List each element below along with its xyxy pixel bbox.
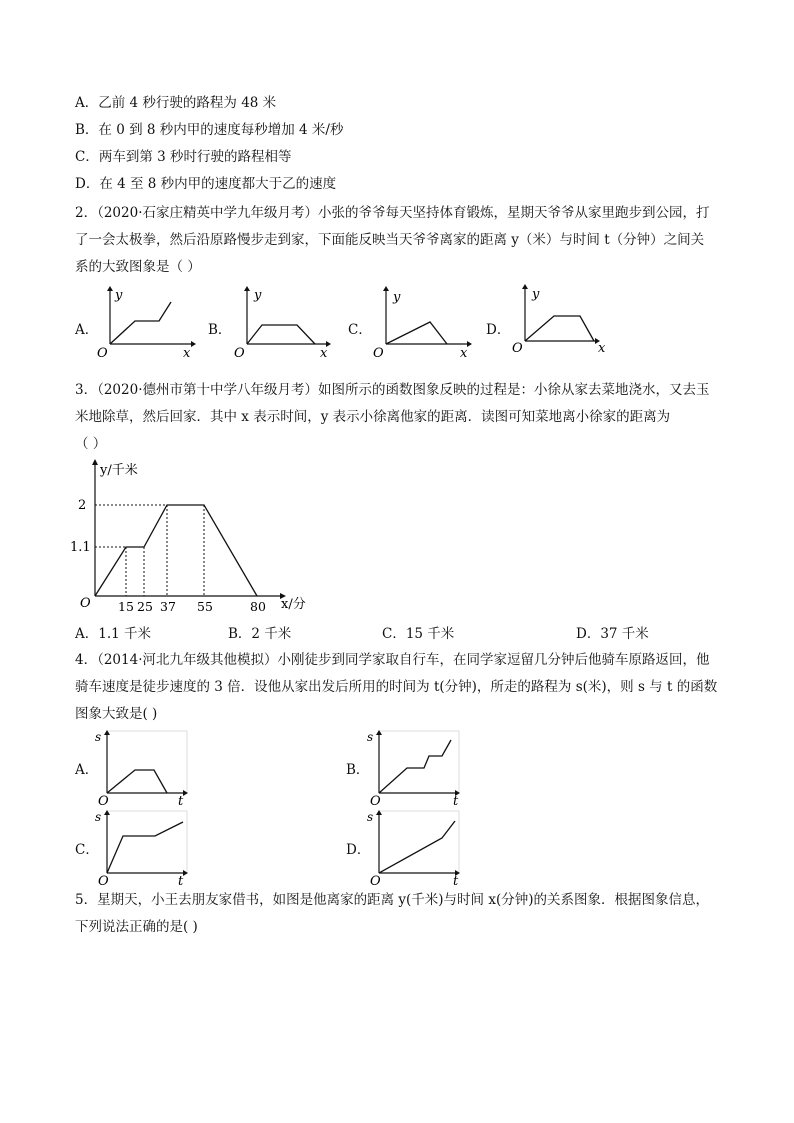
q3-stem-line-3: （ ）	[75, 436, 107, 452]
q3-graph	[70, 458, 330, 618]
q4d-x-label: t	[453, 874, 459, 889]
q2c-x-label: x	[460, 346, 468, 361]
q4a-origin-label: O	[98, 794, 109, 809]
q1-option-d: D．在 4 至 8 秒内甲的速度都大于乙的速度	[75, 176, 337, 192]
q4a-x-label: t	[178, 794, 184, 809]
q3-y-axis-label: y/千米	[100, 463, 138, 478]
q5-stem-line-2: 下列说法正确的是( )	[75, 919, 198, 935]
q5-stem-line-1: 5．星期天，小王去朋友家借书，如图是他离家的距离 y(千米)与时间 x(分钟)的关系图象．根据图象信息，	[75, 892, 709, 908]
q4-stem-line-3: 图象大致是( )	[75, 706, 158, 722]
q3-option-b: B．2 千米	[228, 626, 292, 642]
q2-option-d-label: D．	[486, 322, 511, 338]
q3-y-tick-2: 2	[78, 498, 87, 513]
q4-stem-line-1: 4．（2014·河北九年级其他模拟）小刚徒步到同学家取自行车，在同学家逗留几分钟后他骑车原路返回，他	[75, 652, 710, 668]
q4a-y-label: s	[95, 730, 102, 744]
q2d-y-label: y	[532, 287, 540, 302]
q4-graph-d	[367, 806, 467, 889]
q2b-origin-label: O	[234, 346, 245, 361]
q2-option-a-label: A．	[75, 322, 99, 338]
q4-option-a-label: A．	[75, 762, 99, 778]
q4-graph-b	[367, 726, 467, 809]
q4b-origin-label: O	[370, 794, 381, 809]
q3-stem-line-1: 3．（2020·德州市第十中学八年级月考）如图所示的函数图象反映的过程是：小徐从家去菜地浇水，又去玉	[75, 382, 710, 398]
q4d-y-label: s	[367, 810, 374, 824]
q2-graph-d	[510, 282, 620, 362]
q2-stem-line-2: 了一会太极拳，然后沿原路慢步走到家，下面能反映当天爷爷离家的距离 y（米）与时间 t（分钟）之间关	[75, 232, 705, 248]
q4-stem-line-2: 骑车速度是徒步速度的 3 倍．设他从家出发后所用的时间为 t(分钟)，所走的路程为 s(米)，则 s 与 t 的函数	[75, 679, 718, 695]
q4c-x-label: t	[178, 874, 184, 889]
q3-origin-label: O	[80, 596, 91, 611]
q2d-origin-label: O	[512, 341, 523, 356]
q3-option-d: D．37 千米	[576, 626, 649, 642]
q4c-origin-label: O	[98, 874, 109, 889]
q2a-x-label: x	[183, 346, 191, 361]
q2d-x-label: x	[598, 341, 606, 356]
q4c-y-label: s	[95, 810, 102, 824]
q4b-y-label: s	[367, 730, 374, 744]
q2a-origin-label: O	[97, 346, 108, 361]
q2-graph-b	[232, 285, 332, 360]
q2-option-c-label: C．	[348, 322, 372, 338]
q4-graph-a	[95, 726, 195, 809]
q2-option-b-label: B．	[208, 322, 232, 338]
q3-y-tick-1-1: 1.1	[70, 540, 91, 555]
q2-graph-c	[371, 285, 481, 360]
q3-x-tick-80: 80	[250, 599, 266, 614]
q4b-x-label: t	[453, 794, 459, 809]
q2-stem-line-1: 2．（2020·石家庄精英中学九年级月考）小张的爷爷每天坚持体育锻炼，星期天爷爷从家里跑步到公园，打	[75, 205, 710, 221]
q2b-y-label: y	[254, 288, 262, 303]
q4-graph-c	[95, 806, 195, 889]
q3-option-c: C．15 千米	[382, 626, 455, 642]
q3-x-tick-55: 55	[197, 599, 213, 614]
q3-option-a: A．1.1 千米	[75, 626, 152, 642]
q2c-y-label: y	[393, 290, 401, 305]
q4-option-c-label: C．	[75, 842, 99, 858]
q1-option-a: A．乙前 4 秒行驶的路程为 48 米	[75, 95, 277, 111]
q3-x-axis-label: x/分	[281, 597, 306, 612]
q3-x-tick-15: 15	[118, 599, 134, 614]
q4-option-b-label: B．	[346, 762, 370, 778]
q1-option-b: B．在 0 到 8 秒内甲的速度每秒增加 4 米/秒	[75, 122, 344, 138]
q2b-x-label: x	[320, 346, 328, 361]
q2a-y-label: y	[115, 288, 123, 303]
q3-x-tick-25: 25	[137, 599, 153, 614]
q2-graph-a	[95, 285, 195, 360]
q3-x-tick-37: 37	[160, 599, 176, 614]
q2-stem-line-3: 系的大致图象是（ ）	[75, 259, 201, 275]
q4-option-d-label: D．	[346, 842, 371, 858]
q2c-origin-label: O	[373, 346, 384, 361]
q4d-origin-label: O	[370, 874, 381, 889]
q3-stem-line-2: 米地除草，然后回家．其中 x 表示时间，y 表示小徐离他家的距离．读图可知菜地离小徐家的距离为	[75, 409, 671, 425]
q1-option-c: C．两车到第 3 秒时行驶的路程相等	[75, 149, 292, 165]
